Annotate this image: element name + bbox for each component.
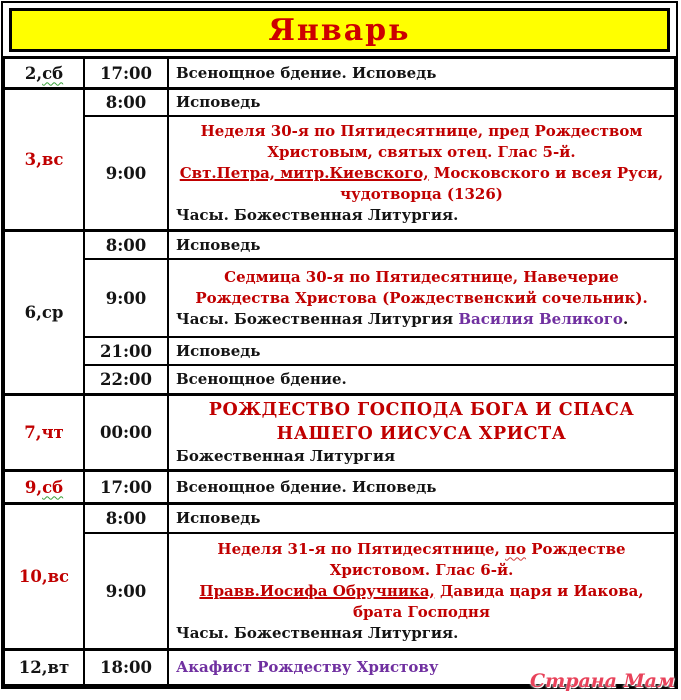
time-cell	[84, 395, 168, 471]
service-cell	[168, 231, 675, 260]
text-segment: Часы. Божественная Литургия.	[176, 623, 459, 642]
service-cell	[168, 471, 675, 504]
date-cell	[4, 650, 84, 686]
text-segment: Всенощное бдение.	[176, 370, 347, 388]
time-cell	[84, 337, 168, 365]
service-cell	[168, 533, 675, 650]
text-segment: Всенощное бдение. Исповедь	[176, 477, 437, 496]
service-cell	[168, 259, 675, 337]
date-cell	[4, 58, 84, 89]
schedule-row	[4, 471, 675, 504]
text-segment: сб	[42, 477, 64, 497]
service-text-line	[176, 121, 667, 163]
time-value: 00:00	[99, 423, 152, 442]
time-cell	[84, 650, 168, 686]
time-value: 9:00	[105, 581, 147, 601]
text-segment: 6,ср	[24, 303, 64, 322]
date-cell	[4, 395, 84, 471]
text-segment: Акафист Рождеству Христову	[176, 658, 439, 676]
service-text-line	[176, 446, 667, 467]
text-segment: Давида царя и Иакова, брата Господня	[353, 581, 644, 621]
time-value: 21:00	[99, 341, 152, 361]
text-segment: Московского и всея Руси, чудотворца (1326)	[340, 163, 664, 203]
text-segment: 10,вс	[18, 567, 70, 586]
text-segment: 7,чт	[24, 423, 64, 442]
schedule-table	[3, 56, 676, 687]
time-cell	[84, 58, 168, 89]
schedule-row	[4, 231, 675, 260]
service-text-line	[176, 205, 667, 226]
schedule-body	[4, 58, 675, 686]
time-cell	[84, 259, 168, 337]
schedule-frame	[1, 1, 678, 689]
service-text-line	[176, 63, 667, 84]
time-cell	[84, 89, 168, 117]
service-text-line	[176, 369, 667, 390]
text-segment: Седмица 30-я по Пятидесятнице, Навечерие Рождества Христова (Рождественский сочельник).	[195, 267, 648, 307]
month-title: Январь	[268, 12, 411, 48]
schedule-row	[4, 365, 675, 395]
time-cell	[84, 504, 168, 534]
service-text-line	[176, 267, 667, 309]
time-cell	[84, 471, 168, 504]
schedule-row	[4, 504, 675, 534]
text-segment: по	[505, 539, 527, 558]
service-cell	[168, 365, 675, 395]
text-segment: Неделя 31-я по Пятидесятнице,	[217, 539, 506, 558]
text-segment: 9,	[24, 477, 43, 497]
date-cell	[4, 504, 84, 650]
text-segment: Исповедь	[176, 509, 261, 527]
service-cell	[168, 337, 675, 365]
service-text-line	[176, 623, 667, 644]
text-segment: Часы. Божественная Литургия.	[176, 205, 459, 224]
time-value: 17:00	[99, 63, 152, 83]
service-cell	[168, 89, 675, 117]
time-value: 17:00	[99, 477, 152, 497]
text-segment: Неделя 30-я по Пятидесятнице, пред Рождеством Христовым, святых отец. Глас 5-й.	[200, 121, 643, 161]
text-segment: Свт.Петра, митр.Киевского,	[179, 163, 429, 182]
text-segment: .	[622, 309, 629, 328]
time-value: 22:00	[99, 370, 152, 389]
date-cell	[4, 471, 84, 504]
text-segment: Рождестве Христовом. Глас 6-й.	[329, 539, 626, 579]
text-segment: 12,вт	[18, 658, 70, 677]
schedule-row	[4, 337, 675, 365]
time-value: 9:00	[105, 163, 147, 183]
watermark-text: Страна Мам	[529, 670, 675, 692]
service-text-line	[176, 581, 667, 623]
text-segment: Исповедь	[176, 235, 261, 254]
time-cell	[84, 365, 168, 395]
schedule-row	[4, 259, 675, 337]
service-text-line	[176, 539, 667, 581]
text-segment: РОЖДЕСТВО ГОСПОДА БОГА И СПАСА НАШЕГО ИИСУСА ХРИСТА	[208, 400, 635, 444]
time-cell	[84, 231, 168, 260]
service-cell	[168, 116, 675, 231]
schedule-row	[4, 116, 675, 231]
service-cell	[168, 58, 675, 89]
text-segment: Исповедь	[176, 93, 261, 111]
text-segment: 3,вс	[24, 150, 64, 169]
schedule-row	[4, 89, 675, 117]
service-text-line	[176, 309, 667, 330]
schedule-row	[4, 58, 675, 89]
date-cell	[4, 231, 84, 395]
schedule-row	[4, 395, 675, 471]
service-text-line	[176, 398, 667, 446]
date-cell	[4, 89, 84, 231]
time-value: 9:00	[105, 288, 147, 308]
time-cell	[84, 533, 168, 650]
text-segment: Всенощное бдение. Исповедь	[176, 63, 437, 82]
text-segment: Василия Великого	[458, 309, 623, 328]
service-cell	[168, 504, 675, 534]
text-segment: Правв.Иосифа Обручника,	[199, 581, 435, 600]
text-segment: 2,	[24, 63, 43, 83]
text-segment: Часы. Божественная Литургия	[176, 309, 459, 328]
month-header	[9, 8, 670, 52]
time-value: 18:00	[99, 658, 152, 677]
time-value: 8:00	[105, 509, 147, 528]
time-value: 8:00	[105, 93, 147, 112]
service-cell	[168, 395, 675, 471]
service-text-line	[176, 163, 667, 205]
text-segment: Божественная Литургия	[176, 447, 396, 465]
service-text-line	[176, 235, 667, 256]
service-text-line	[176, 477, 667, 498]
text-segment: сб	[42, 63, 64, 83]
schedule-row	[4, 533, 675, 650]
service-text-line	[176, 92, 667, 113]
service-text-line	[176, 341, 667, 362]
service-text-line	[176, 508, 667, 529]
time-cell	[84, 116, 168, 231]
text-segment: Исповедь	[176, 341, 261, 360]
time-value: 8:00	[105, 235, 147, 255]
